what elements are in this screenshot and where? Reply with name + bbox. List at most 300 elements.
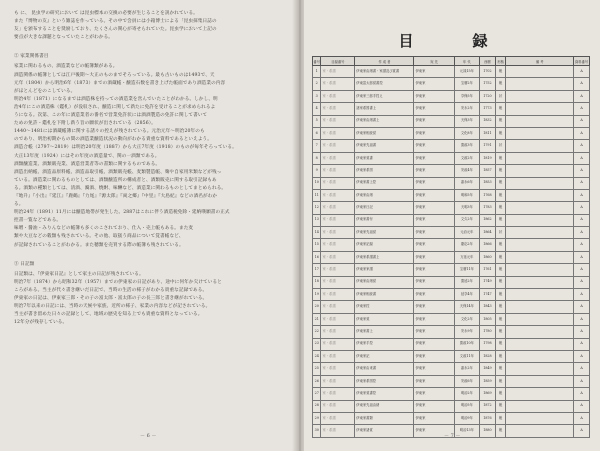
table-cell: 13 — [313, 214, 321, 226]
table-row — [313, 264, 590, 276]
table-cell: 明治9年 — [454, 412, 479, 424]
table-cell: A — [574, 301, 590, 313]
table-cell: 帳 — [495, 326, 506, 338]
table-cell: 家・系譜 — [321, 400, 355, 412]
table-cell: 伊東家由緒 — [355, 189, 414, 201]
text-line: うになる。次第、この年に酒造業者の番名で営業免許状には酒酒製造の免許に関して書いて — [14, 113, 208, 119]
table-cell: A — [574, 227, 590, 239]
table-cell: 伊東家系図 — [355, 165, 414, 177]
table-cell: 1768 — [480, 189, 496, 201]
table-cell: 文政11年 — [454, 350, 479, 362]
text-line: 酒造出納帳、酒造品原料帳、酒造品取引帳、酒類販売帳、麦類製造帳、麹や自家用米類などが残っ — [14, 169, 222, 175]
table-cell — [506, 90, 574, 102]
table-cell: A — [574, 214, 590, 226]
table-cell: 1805 — [480, 313, 496, 325]
table-cell: 伊東家三郎手控え — [355, 90, 414, 102]
text-line: 酒類醸造業、酒類販売業、酒造営業者等の書類に関するものである。 — [14, 161, 161, 167]
table-cell: 27 — [313, 388, 321, 400]
table-cell: 家・系譜 — [321, 115, 355, 127]
catalog-title: 目 録 — [398, 32, 510, 50]
table-row — [313, 289, 590, 301]
table-cell — [506, 239, 574, 251]
table-cell: 家・系譜 — [321, 264, 355, 276]
table-cell: 家・系譜 — [321, 66, 355, 78]
table-cell — [506, 189, 574, 201]
table-row — [313, 103, 590, 115]
table-cell: 伊東家 — [414, 127, 454, 139]
table-cell: 1828 — [480, 350, 496, 362]
table-cell: 7 — [313, 140, 321, 152]
table-cell: 元治元年 — [454, 227, 479, 239]
table-cell: 帳 — [495, 425, 506, 437]
text-line: が記録されていることがわかる。また穂類を売買する際の帳簿も残されている。 — [14, 242, 184, 248]
table-cell: 安永9年 — [454, 326, 479, 338]
table-row — [313, 152, 590, 164]
table-cell: 28 — [313, 400, 321, 412]
table-cell: 家・系譜 — [321, 338, 355, 350]
table-cell: A — [574, 326, 590, 338]
table-cell: 伊東家 — [414, 363, 454, 375]
column-header: 目録番号 — [321, 57, 355, 66]
table-cell: 伊東家 — [414, 289, 454, 301]
table-cell: 家・系譜 — [321, 388, 355, 400]
table-cell: A — [574, 264, 590, 276]
table-cell: 帳 — [495, 375, 506, 387]
table-cell: 帳 — [495, 313, 506, 325]
text-line: 1440〜1481には酒蔵帳簿に関する諸々の控えが残されている。元治元年〜明治20年のも — [14, 129, 205, 135]
table-cell: 伊東家 — [414, 326, 454, 338]
table-cell: 帳 — [495, 177, 506, 189]
table-cell: 伊東家 — [414, 350, 454, 362]
table-cell: 伊東家系譜書上 — [355, 251, 414, 263]
table-cell: 伊東家由緒書上 — [355, 115, 414, 127]
table-cell: 伊東家 — [414, 90, 454, 102]
table-cell: 伊東家 — [414, 152, 454, 164]
table-cell — [506, 350, 574, 362]
table-cell: 帳 — [495, 264, 506, 276]
table-cell: 宝暦2年 — [454, 78, 479, 90]
text-line: ③ 日記類 — [14, 261, 35, 267]
right-page-number: － 7 － — [444, 433, 461, 439]
table-cell: 伊東家相続覚 — [355, 127, 414, 139]
table-cell: A — [574, 90, 590, 102]
table-cell — [506, 227, 574, 239]
table-cell — [506, 425, 574, 437]
table-cell: A — [574, 276, 590, 288]
table-cell: 1773 — [480, 103, 496, 115]
text-line: のであり、明治初期からの間の酒造業醸造状況の動向がわかる貴重な資料であるといえよう。 — [14, 137, 212, 143]
table-cell: 安政6年 — [454, 375, 479, 387]
table-cell: 帳 — [495, 127, 506, 139]
table-cell: 1783 — [480, 202, 496, 214]
table-cell: 1811 — [480, 127, 496, 139]
table-cell: 伊東家先祖書 — [355, 140, 414, 152]
table-cell: 伊東家 — [414, 313, 454, 325]
table-row — [313, 140, 590, 152]
table-cell: 家・系譜 — [321, 189, 355, 201]
table-cell: 家・系譜 — [321, 375, 355, 387]
table-cell: 家・系譜 — [321, 140, 355, 152]
table-cell: 23 — [313, 338, 321, 350]
table-cell — [506, 152, 574, 164]
table-cell: 天保14年 — [454, 301, 479, 313]
table-row — [313, 90, 590, 102]
table-cell: A — [574, 375, 590, 387]
table-cell: A — [574, 127, 590, 139]
table-cell: 家・系譜 — [321, 313, 355, 325]
table-cell: 伊東家 — [414, 78, 454, 90]
table-cell: 21 — [313, 313, 321, 325]
table-cell — [506, 103, 574, 115]
table-cell: A — [574, 400, 590, 412]
table-cell: 嘉永2年 — [454, 363, 479, 375]
table-cell: 1860 — [480, 251, 496, 263]
table-cell — [506, 251, 574, 263]
table-cell: 家・系譜 — [321, 239, 355, 251]
text-line: 明治4年（1871）になるまでは酒造株を持っての酒造業を営んでいたことがわかる。しかし、明 — [14, 96, 218, 102]
table-cell: 伊東家 — [414, 425, 454, 437]
table-cell: 1849 — [480, 363, 496, 375]
table-cell: 家・系譜 — [321, 127, 355, 139]
table-cell: 家・系譜 — [321, 350, 355, 362]
table-cell: 天保3年 — [454, 115, 479, 127]
table-cell: 万延元年 — [454, 251, 479, 263]
column-header: 宛 先 — [414, 57, 454, 66]
table-cell: 帳 — [495, 202, 506, 214]
table-cell: 11 — [313, 189, 321, 201]
text-line: 日記類は、『伊東家日記』として家主の日記が残されている。 — [14, 271, 144, 277]
table-cell: 18 — [313, 276, 321, 288]
table-cell: 1752 — [480, 78, 496, 90]
table-cell: 1866 — [480, 239, 496, 251]
table-cell: 伊東家 — [414, 177, 454, 189]
table-cell: 文政2年 — [454, 152, 479, 164]
text-line: 『地升』『小出』『延江』『鹿鶴』『力尾』『源太郎』『両之郷』『中里』『大島紀』などの酒名がわか — [14, 193, 218, 199]
text-line: も に、 昆虫学の研究において は昆虫標本の交換の必要が生じることを説かれている。 — [14, 11, 198, 16]
table-header-row — [313, 57, 590, 66]
left-page-number: － 6 － — [140, 433, 157, 439]
table-cell: 22 — [313, 326, 321, 338]
table-cell: 帳 — [495, 115, 506, 127]
table-cell: 伊東家 — [414, 338, 454, 350]
table-row — [313, 165, 590, 177]
table-row — [313, 326, 590, 338]
column-header: 作 成 者 — [355, 57, 414, 66]
table-cell: 帳 — [495, 239, 506, 251]
table-cell: 1832 — [480, 115, 496, 127]
table-cell: A — [574, 239, 590, 251]
table-cell: 伊東富太郎覚書控 — [355, 78, 414, 90]
table-cell: A — [574, 177, 590, 189]
table-cell: 1853 — [480, 177, 496, 189]
table-cell — [506, 338, 574, 350]
table-cell: 明治5年 — [454, 400, 479, 412]
table-cell: 8 — [313, 152, 321, 164]
table-cell: 帳 — [495, 363, 506, 375]
table-cell: 1859 — [480, 375, 496, 387]
table-row — [313, 375, 590, 387]
table-row — [313, 363, 590, 375]
table-row — [313, 66, 590, 78]
table-cell — [506, 177, 574, 189]
table-cell: 1880 — [480, 425, 496, 437]
table-cell: 帳 — [495, 66, 506, 78]
table-row — [313, 214, 590, 226]
text-line: 明治7年以来の日記には、当時の天候や家族、近所の様子、家業の内容などが記されている。 — [14, 304, 211, 310]
table-cell: A — [574, 412, 590, 424]
table-cell — [506, 313, 574, 325]
table-cell: 4 — [313, 103, 321, 115]
table-cell: 明治2年 — [454, 388, 479, 400]
table-cell: A — [574, 165, 590, 177]
table-cell: 伊東家日記 — [355, 202, 414, 214]
table-cell: 伊東家書上控 — [355, 177, 414, 189]
table-cell: 2 — [313, 78, 321, 90]
table-cell: 伊東家書類 — [355, 412, 414, 424]
table-cell: 伊東家先祖由緒 — [355, 400, 414, 412]
table-cell: A — [574, 338, 590, 350]
table-cell — [506, 289, 574, 301]
text-line: 元年（1804）から明治6年（1873）までの酒蔵帳・醸造石数を書き上げた帳面であり酒造業の内容 — [14, 80, 226, 86]
text-line: 酒造関係の帳簿としては江戸後期〜大正のものまでそろっている。最も古いものは1493で、天 — [14, 72, 215, 78]
right-page — [304, 0, 600, 451]
table-cell: 伊東家 — [414, 400, 454, 412]
table-cell: 伊東家 — [414, 115, 454, 127]
table-cell: 26 — [313, 375, 321, 387]
table-cell: 伊東家覚書控 — [355, 388, 414, 400]
column-header: 年 代 — [454, 57, 479, 66]
table-row — [313, 412, 590, 424]
table-cell: 伊東家覚書 — [355, 152, 414, 164]
text-line: る。 — [14, 202, 24, 208]
table-cell: 伊東家 — [414, 301, 454, 313]
table-cell: 家・系譜 — [321, 165, 355, 177]
table-cell: 1876 — [480, 412, 496, 424]
table-cell: 明和5年 — [454, 189, 479, 201]
table-cell: 16 — [313, 251, 321, 263]
table-cell: 家・系譜 — [321, 227, 355, 239]
table-cell — [506, 326, 574, 338]
table-cell: 伊東家覚 — [355, 313, 414, 325]
text-line: 友」を頒布することを奨励しており、たくさんの関心が寄せられていた。昆虫学において上記の — [14, 27, 217, 33]
table-cell — [506, 66, 574, 78]
table-cell: 伊東家 — [414, 239, 454, 251]
table-cell: 伊東家 — [414, 165, 454, 177]
table-cell: A — [574, 388, 590, 400]
table-cell: 12 — [313, 202, 321, 214]
text-line: 明治24年（1891）11月には醸造地帯が発生した。2887はこれに伴う酒造税免除・延納嘆願書の正式 — [14, 210, 230, 216]
table-cell: 延享4年 — [454, 289, 479, 301]
table-cell — [506, 412, 574, 424]
table-cell: 家・系譜 — [321, 425, 355, 437]
table-cell: 帳 — [495, 388, 506, 400]
table-cell: 1791 — [480, 140, 496, 152]
text-line: 大正13年度（1924）にはその年度の酒造量で、関の一酒類である。 — [14, 153, 160, 159]
table-cell: 伊東家由緒書・家譜及び覚書 — [355, 66, 414, 78]
text-line — [14, 250, 284, 256]
table-cell — [506, 165, 574, 177]
table-cell: A — [574, 202, 590, 214]
table-cell: 家・系譜 — [321, 202, 355, 214]
table-cell: 家・系譜 — [321, 363, 355, 375]
table-cell — [506, 214, 574, 226]
table-cell: 1819 — [480, 152, 496, 164]
column-header: 形態 — [495, 57, 506, 66]
table-cell: 1780 — [480, 326, 496, 338]
text-line: 明治7年（1874）から昭和32年（1957）までの伊東家の日記があり、途中に何年か欠けていると — [14, 279, 222, 285]
table-cell: 1798 — [480, 338, 496, 350]
table-cell: 伊東家系図控 — [355, 375, 414, 387]
table-cell: 1749 — [480, 276, 496, 288]
table-cell: 帳 — [495, 412, 506, 424]
table-cell: 安政4年 — [454, 165, 479, 177]
table-cell: A — [574, 313, 590, 325]
column-header: 資料番号 — [574, 57, 590, 66]
text-line: また『博物の友』という雑誌を作っている。その中で会員には小箱博士による「昆虫採集日誌の — [14, 19, 217, 25]
text-line: 控書一覧などである。 — [14, 218, 62, 224]
text-line: 治4年にこの酒造株（鑑札）が没収され、醸造に関して新たに免許を受けることが求められるよ — [14, 104, 216, 110]
column-header: 西暦 — [480, 57, 496, 66]
text-line: 類や大豆などの穀類も残されている。その他、取扱う商品について覚書帳など、 — [14, 234, 184, 240]
table-cell — [506, 375, 574, 387]
table-cell: 宝暦11年 — [454, 264, 479, 276]
catalog-table — [312, 56, 590, 438]
table-cell: 天明3年 — [454, 202, 479, 214]
table-cell: 諸家系図書上 — [355, 103, 414, 115]
table-cell — [506, 140, 574, 152]
table-row — [313, 251, 590, 263]
table-cell: 10 — [313, 177, 321, 189]
table-cell: 20 — [313, 301, 321, 313]
table-cell: 帳 — [495, 338, 506, 350]
table-cell: 5 — [313, 115, 321, 127]
table-cell: 家・系譜 — [321, 276, 355, 288]
table-cell: 1761 — [480, 264, 496, 276]
table-cell: 帳 — [495, 165, 506, 177]
table-cell: 1720 — [480, 90, 496, 102]
table-row — [313, 338, 590, 350]
left-page-text — [14, 10, 284, 327]
table-cell: 伊東家書付 — [355, 214, 414, 226]
table-cell: 伊東家 — [414, 264, 454, 276]
table-cell — [506, 202, 574, 214]
table-cell: A — [574, 363, 590, 375]
text-line: 当主が書き留めた日々の記録として、地域の歴史を知る上でも貴重な資料となっている。 — [14, 312, 203, 318]
table-row — [313, 177, 590, 189]
table-cell: 伊東家諸覚 — [355, 425, 414, 437]
table-cell: 家・系譜 — [321, 412, 355, 424]
table-row — [313, 350, 590, 362]
table-cell: 伊東家 — [414, 189, 454, 201]
table-cell: 9 — [313, 165, 321, 177]
table-cell: A — [574, 152, 590, 164]
table-cell — [506, 363, 574, 375]
table-cell — [506, 388, 574, 400]
table-cell: 3 — [313, 90, 321, 102]
table-cell: 状 — [495, 90, 506, 102]
table-cell: 伊東家由来書 — [355, 363, 414, 375]
table-cell: 1864 — [480, 227, 496, 239]
text-line: 12年分が残存している。 — [14, 320, 68, 326]
text-line: ② 家業関係書目 — [14, 54, 49, 60]
table-cell: 1843 — [480, 301, 496, 313]
table-cell — [506, 78, 574, 90]
table-cell: 伊東家 — [414, 276, 454, 288]
table-cell: A — [574, 103, 590, 115]
table-cell: 帳 — [495, 289, 506, 301]
table-cell: 帳 — [495, 350, 506, 362]
table-cell: 寛政10年 — [454, 338, 479, 350]
table-cell: 文化2年 — [454, 313, 479, 325]
table-cell: 17 — [313, 264, 321, 276]
table-cell: 状 — [495, 140, 506, 152]
table-cell — [506, 276, 574, 288]
table-row — [313, 276, 590, 288]
table-cell: A — [574, 78, 590, 90]
table-cell: 1872 — [480, 400, 496, 412]
table-body — [313, 66, 590, 438]
table-cell: A — [574, 289, 590, 301]
table-cell: 伊東家控 — [355, 301, 414, 313]
table-cell: 1747 — [480, 289, 496, 301]
table-cell: 1 — [313, 66, 321, 78]
text-line: ている。酒造業に関わるものとしては、酒類醸造所の構成者と、酒類販売に関する取引記録もあ — [14, 177, 217, 183]
table-cell: 帳 — [495, 103, 506, 115]
table-cell: 伊東家書上 — [355, 326, 414, 338]
table-cell: 伊東家 — [414, 103, 454, 115]
table-cell: 30 — [313, 425, 321, 437]
table-cell: 家・系譜 — [321, 326, 355, 338]
table-cell: 嘉永6年 — [454, 177, 479, 189]
table-cell: 伊東家手控 — [355, 338, 414, 350]
table-cell: 文久2年 — [454, 214, 479, 226]
table-cell: 伊東家 — [414, 388, 454, 400]
table-cell — [506, 264, 574, 276]
text-line: ための免許・鑑札を下附し新う旨の願状が出されている（2856）。 — [14, 121, 156, 127]
text-line: 家業に関わるもの、酒造業などの帳簿類がある。 — [14, 64, 118, 70]
table-row — [313, 115, 590, 127]
table-cell: 家・系譜 — [321, 301, 355, 313]
table-cell: 寛延2年 — [454, 276, 479, 288]
table-cell — [506, 400, 574, 412]
table-cell: 伊東家 — [414, 227, 454, 239]
table-cell: 家・系譜 — [321, 214, 355, 226]
table-cell: 元禄15年 — [454, 66, 479, 78]
table-cell: 伊東家記 — [355, 350, 414, 362]
table-cell: 伊東家相続書 — [355, 289, 414, 301]
table-row — [313, 202, 590, 214]
table-cell: 明治13年 — [454, 425, 479, 437]
table-cell: 伊東家先祖覚 — [355, 227, 414, 239]
table-cell: A — [574, 115, 590, 127]
table-cell: 文化8年 — [454, 127, 479, 139]
table-cell: 1869 — [480, 388, 496, 400]
table-cell: 帳 — [495, 400, 506, 412]
table-cell: 25 — [313, 363, 321, 375]
column-header: 備 考 — [506, 57, 574, 66]
left-page — [0, 0, 298, 451]
table-cell: 家・系譜 — [321, 289, 355, 301]
table-cell: A — [574, 140, 590, 152]
table-cell: 家・系譜 — [321, 251, 355, 263]
text-line: 味噌・醤油・みりんなどの帳簿も多くのこされており、仕入・売上帳もある。また麦 — [14, 226, 194, 232]
table-row — [313, 400, 590, 412]
table-row — [313, 239, 590, 251]
table-cell: 帳 — [495, 189, 506, 201]
table-cell: A — [574, 425, 590, 437]
table-cell: 家・系譜 — [321, 103, 355, 115]
table-cell: 29 — [313, 412, 321, 424]
